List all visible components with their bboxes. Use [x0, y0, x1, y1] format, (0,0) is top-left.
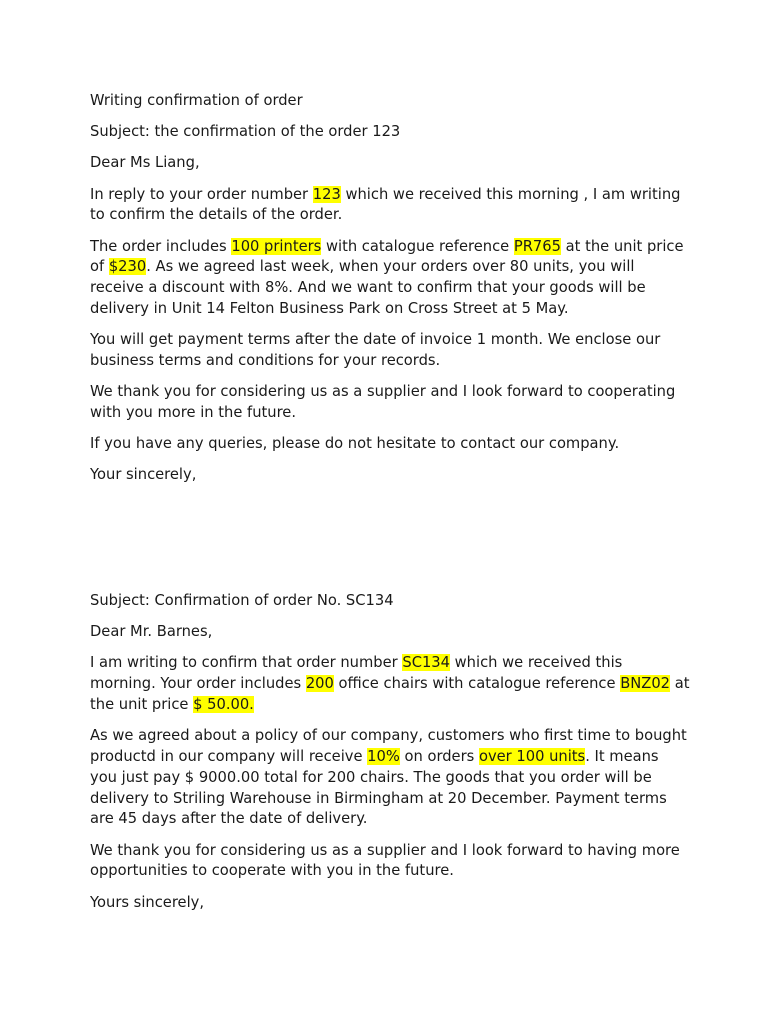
subject-line: Subject: the confirmation of the order 123	[90, 123, 401, 141]
highlight-threshold: over 100 units	[478, 747, 586, 765]
highlight-catalogue-ref: BNZ02	[620, 675, 671, 693]
paragraph-order-confirm	[90, 653, 690, 715]
paragraph-order-details	[90, 237, 690, 320]
text-run: on orders	[399, 747, 479, 765]
text-run: . It means you just pay $ 9000.00 total for 200 chairs. The goods that you order will be delivery to Striling Warehouse in Birmingham at 20 December. Payment terms are 45 days after the date of delivery.	[90, 747, 667, 828]
highlight-discount: 10%	[367, 747, 400, 765]
highlight-quantity: 200	[305, 675, 334, 693]
highlight-order-number: 123	[312, 185, 341, 203]
paragraph-payment-terms: You will get payment terms after the date of invoice 1 month. We enclose our business terms and conditions for your records.	[90, 331, 661, 369]
text-run: . As we agreed last week, when your orders over 80 units, you will receive a discount with 8%. And we want to confirm that your goods will be delivery in Unit 14 Felton Business Park on Cross Street at 5 May.	[90, 258, 646, 317]
text-run: The order includes	[90, 237, 232, 255]
text-run: with catalogue reference	[321, 237, 514, 255]
highlight-order-number: SC134	[402, 654, 450, 672]
highlight-catalogue-ref: PR765	[513, 237, 561, 255]
text-run: which we received this morning. Your order includes	[90, 654, 623, 693]
text-run: at the unit price	[90, 675, 690, 713]
text-run: As we agreed about a policy of our company, customers who first time to bought productd in our company will receive	[90, 727, 687, 765]
paragraph-order-reply	[90, 185, 690, 227]
salutation: Dear Ms Liang,	[90, 154, 200, 172]
paragraph-thanks: We thank you for considering us as a supplier and I look forward to cooperating with you more in the future.	[90, 383, 676, 421]
paragraph-discount-policy	[90, 726, 690, 830]
text-run: I am writing to confirm that order number	[90, 654, 403, 672]
closing: Your sincerely,	[90, 466, 197, 484]
highlight-unit-price: $ 50.00.	[193, 695, 254, 713]
text-run: In reply to your order number	[90, 185, 313, 203]
letter-barnes	[90, 591, 690, 924]
text-run: office chairs with catalogue reference	[333, 675, 621, 693]
highlight-quantity: 100 printers	[231, 237, 322, 255]
document-heading: Writing confirmation of order	[90, 92, 303, 109]
text-run: at the unit price of	[90, 237, 684, 276]
letter-liang	[90, 91, 690, 496]
salutation: Dear Mr. Barnes,	[90, 623, 213, 641]
subject-line: Subject: Confirmation of order No. SC134	[90, 592, 394, 609]
highlight-unit-price: $230	[108, 258, 147, 276]
paragraph-thanks: We thank you for considering us as a supplier and I look forward to having more opportunities to cooperate with you in the future.	[90, 841, 680, 880]
text-run: which we received this morning , I am writing to confirm the details of the order.	[90, 185, 681, 224]
closing: Yours sincerely,	[90, 893, 205, 911]
paragraph-queries: If you have any queries, please do not hesitate to contact our company.	[90, 435, 620, 453]
